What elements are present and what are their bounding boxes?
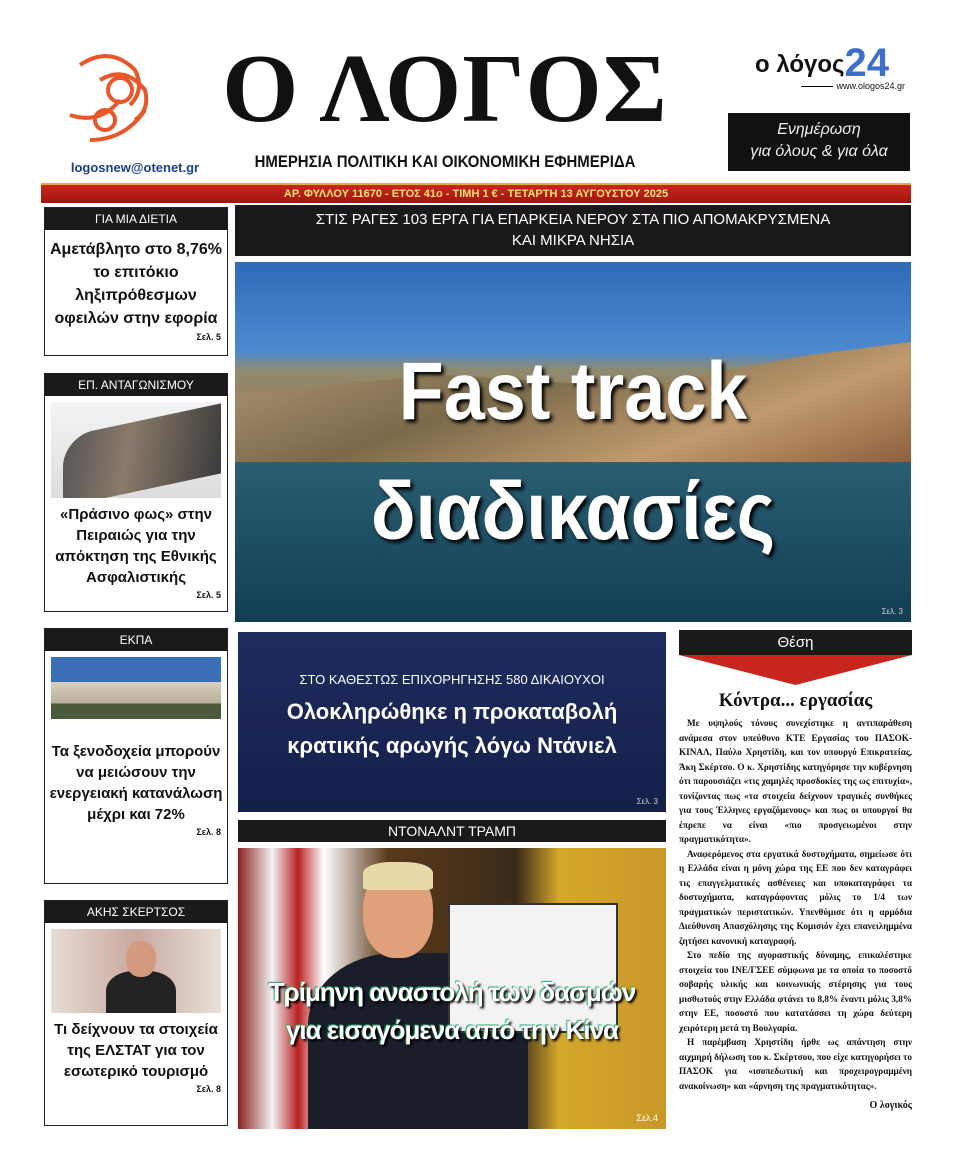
lead-headline-2: διαδικασίες bbox=[370, 466, 776, 557]
site-slogan bbox=[728, 113, 910, 171]
story-headline: Τι δείχνουν τα στοιχεία της ΕΛΣΤΑΤ για τον εσωτερικό τουρισμό bbox=[54, 1021, 218, 1080]
sidebar-story[interactable] bbox=[44, 207, 228, 356]
editorial-paragraph: Η παρέμβαση Χρηστίδη ήρθε ως απάντηση στην αιχμηρή δήλωση του κ. Σκέρτσου, που είχε κατηγορήσει το ΠΑΣΟΚ για «ισοπεδωτική και προχειρογραμμένη ανακοίνωση» και «άρνηση της πραγματικότητας». bbox=[679, 1037, 912, 1091]
headline-line-2: για εισαγόμενα από την Κίνα bbox=[285, 1015, 619, 1045]
contact-email[interactable]: logosnew@otenet.gr bbox=[70, 160, 200, 175]
lead-headline-1: Fast track bbox=[398, 346, 748, 437]
page-ref: Σελ. 8 bbox=[196, 827, 221, 837]
trump-headline bbox=[238, 973, 666, 1049]
trump-label: ΝΤΟΝΑΛΝΤ ΤΡΑΜΠ bbox=[238, 820, 666, 842]
newspaper-title: Ο ΛΟΓΟΣ bbox=[222, 35, 668, 143]
site-name: ο λόγος bbox=[755, 51, 845, 78]
story-headline: Αμετάβλητο στο 8,76% το επιτόκιο ληξιπρόθεσμων οφειλών στην εφορία bbox=[49, 241, 223, 327]
editorial-signature: Ο λογικός bbox=[869, 1100, 912, 1111]
sidebar-story[interactable] bbox=[44, 373, 228, 612]
story-label: ΓΙΑ ΜΙΑ ΔΙΕΤΙΑ bbox=[45, 208, 227, 230]
site-number: 24 bbox=[844, 41, 890, 85]
building-photo bbox=[51, 402, 221, 498]
page-ref: Σελ. 5 bbox=[196, 590, 221, 600]
trump-story[interactable] bbox=[238, 848, 666, 1129]
page-ref: Σελ. 8 bbox=[196, 1084, 221, 1094]
kicker-line-1: ΣΤΙΣ ΡΑΓΕΣ 103 ΕΡΓΑ ΓΙΑ ΕΠΑΡΚΕΙΑ ΝΕΡΟΥ ΣΤΑ ΠΙΟ ΑΠΟΜΑΚΡΥΣΜΕΝΑ bbox=[315, 211, 831, 228]
site-logo bbox=[755, 41, 905, 91]
page-ref: Σελ. 3 bbox=[881, 607, 903, 616]
lead-story[interactable] bbox=[235, 262, 911, 622]
page-ref: Σελ. 5 bbox=[196, 332, 221, 342]
story-label: ΕΠ. ΑΝΤΑΓΩΝΙΣΜΟΥ bbox=[45, 374, 227, 396]
lead-kicker bbox=[235, 205, 911, 256]
story-headline-2: κρατικής αρωγής λόγω Ντάνιελ bbox=[287, 733, 617, 758]
page-ref: Σελ.4 bbox=[636, 1113, 658, 1123]
university-photo bbox=[51, 657, 221, 719]
editorial-label: Θέση bbox=[679, 630, 912, 655]
story-headline: Τα ξενοδοχεία μπορούν να μειώσουν την ενεργειακή κατανάλωση μέχρι και 72% bbox=[49, 743, 223, 823]
hair-shape bbox=[363, 862, 433, 890]
logo-faces-icon bbox=[60, 45, 180, 155]
editorial-paragraph: Στο πεδίο της αγοραστικής δύναμης, επικαλέστηκε στοιχεία του ΙΝΕ/ΓΣΕΕ σύμφωνα με τα οποία το ποσοστό σοβαρής υλικής και κοινωνικής στέρησης για τους μισθωτούς στην Ελλάδα φτάνει το 8,8% έναντι μόλις 3,8% στην ΕΕ, ποσοστό που κατατάσσει τη χώρα δεύτερη χειρότερη μετά τη Βουλγαρία. bbox=[679, 950, 912, 1033]
editorial-title: Κόντρα... εργασίας bbox=[718, 690, 873, 711]
site-url[interactable]: www.ologos24.gr bbox=[755, 81, 905, 91]
slogan-line-1: Ενημέρωση bbox=[777, 121, 861, 138]
story-label: ΕΚΠΑ bbox=[45, 629, 227, 651]
story-kicker: ΣΤΟ ΚΑΘΕΣΤΩΣ ΕΠΙΧΟΡΗΓΗΣΗΣ 580 ΔΙΚΑΙΟΥΧΟΙ bbox=[299, 672, 605, 687]
second-story[interactable] bbox=[238, 632, 666, 812]
red-triangle-decoration bbox=[679, 655, 912, 685]
slogan-line-2: για όλους & για όλα bbox=[750, 143, 888, 160]
story-label: ΑΚΗΣ ΣΚΕΡΤΣΟΣ bbox=[45, 901, 227, 923]
story-headline: «Πράσινο φως» στην Πειραιώς για την απόκτηση της Εθνικής Ασφαλιστικής bbox=[55, 506, 217, 586]
sidebar-story[interactable] bbox=[44, 628, 228, 884]
editorial-body bbox=[679, 716, 912, 1114]
newspaper-subtitle: ΗΜΕΡΗΣΙΑ ΠΟΛΙΤΙΚΗ ΚΑΙ ΟΙΚΟΝΟΜΙΚΗ ΕΦΗΜΕΡΙΔΑ bbox=[254, 152, 636, 171]
page-ref: Σελ. 3 bbox=[636, 797, 658, 806]
headline-line-1: Τρίμηνη αναστολή των δασμών bbox=[268, 977, 636, 1007]
editorial-paragraph: Με υψηλούς τόνους συνεχίστηκε η αντιπαράθεση ανάμεσα στον υπεύθυνο ΚΤΕ Εργασίας του ΠΑΣΟΚ-ΚΙΝΑΛ, Παύλο Χρηστίδη, και τον υπουργό Επικρατείας, Άκη Σκέρτσο. Ο κ. Χρηστίδης κατηγόρησε την κυβέρνηση ότι παρουσιάζει «τις χαμηλές προσδοκίες της ως επιτυχία», τονίζοντας πως «τα στοιχεία δείχνουν τραγικές συνθήκες για τους Έλληνες εργαζόμενους» και πως οι υπουργοί θα έπρεπε να είναι «πιο προσγειωμένοι στην πραγματικότητα». bbox=[679, 718, 912, 844]
minister-photo bbox=[51, 929, 221, 1013]
kicker-line-2: ΚΑΙ ΜΙΚΡΑ ΝΗΣΙΑ bbox=[511, 232, 635, 249]
issue-band: ΑΡ. ΦΥΛΛΟΥ 11670 - ΕΤΟΣ 41ο - ΤΙΜΗ 1 € - ΤΕΤΑΡΤΗ 13 ΑΥΓΟΥΣΤΟΥ 2025 bbox=[41, 183, 911, 203]
sidebar-story[interactable] bbox=[44, 900, 228, 1126]
story-headline-1: Ολοκληρώθηκε η προκαταβολή bbox=[286, 699, 618, 724]
editorial-paragraph: Αναφερόμενος στα εργατικά δυστυχήματα, σημείωσε ότι η Ελλάδα είναι η μόνη χώρα της ΕΕ που δεν καταγράφει τις επαγγελματικές ασθένειες και υποκαταγράφει τα δυστυχήματα, καταγράφοντας μόλις το 1/4 των πραγματικών περιστατικών. Υπενθύμισε ότι η αρμόδια Διεύθυνση Απασχόλησης της Κομισιόν έχει επανειλημμένα ζητήσει κανονική καταγραφή. bbox=[679, 848, 912, 946]
